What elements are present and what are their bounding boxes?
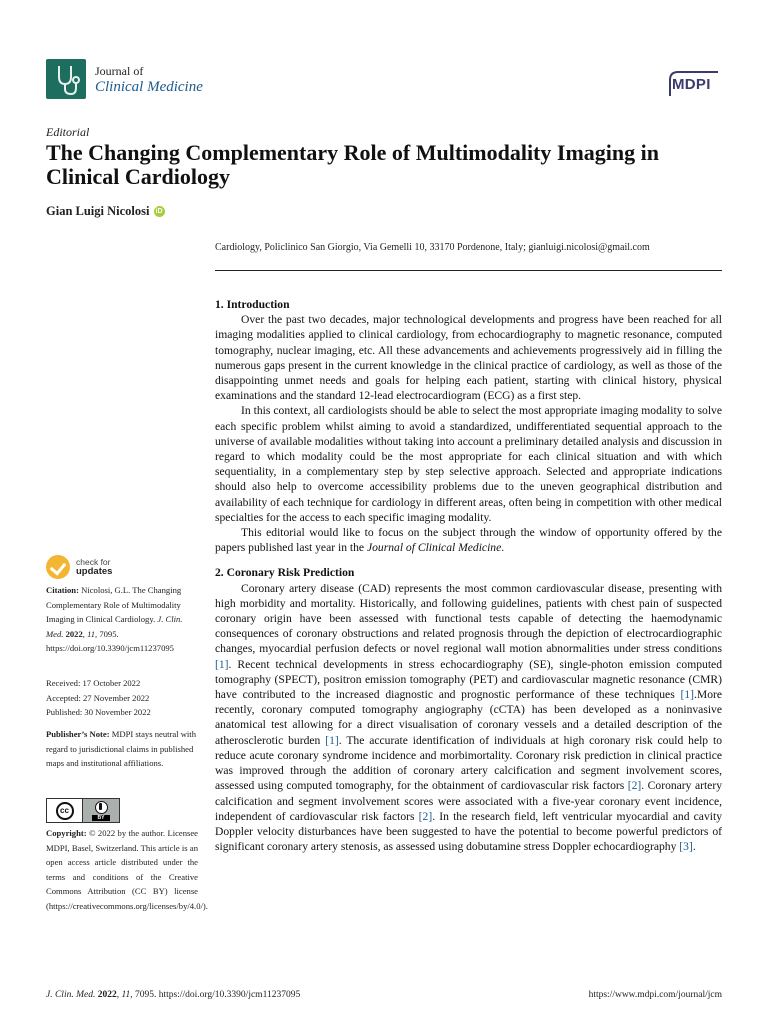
journal-name <box>95 64 203 96</box>
citation-doi[interactable]: 7095. https://doi.org/10.3390/jcm11237095 <box>46 628 174 654</box>
reference-link-3[interactable]: [3] <box>679 840 693 854</box>
header-divider <box>215 270 722 271</box>
footer-journal: J. Clin. Med. <box>46 990 96 1000</box>
reference-link-2b[interactable]: [2] <box>418 809 433 823</box>
checkmark-icon <box>46 555 70 579</box>
article-type: Editorial <box>46 125 90 139</box>
footer-doi[interactable]: , 7095. https://doi.org/10.3390/jcm11237095 <box>130 990 301 1000</box>
cc-by-label: BY <box>92 815 111 821</box>
updates-label: updates <box>76 566 113 577</box>
journal-title: Clinical Medicine <box>95 79 203 95</box>
footer-citation: J. Clin. Med. 2022, 11, 7095. https://doi.org/10.3390/jcm11237095 <box>46 990 301 1000</box>
intro-paragraph-3 <box>215 525 722 555</box>
citation-label: Citation: <box>46 585 79 595</box>
footer-journal-url[interactable]: https://www.mdpi.com/journal/jcm <box>588 990 722 1000</box>
publisher-note-text: MDPI stays neutral with regard to jurisdictional claims in published maps and institutional affiliations. <box>46 729 196 769</box>
attribution-person-icon <box>95 801 108 814</box>
article-title: The Changing Complementary Role of Multimodality Imaging in Clinical Cardiology <box>46 140 659 189</box>
intro-p3-text: This editorial would like to focus on the subject through the window of opportunity offered by the papers published last year in the <box>215 526 722 555</box>
affiliation: Cardiology, Policlinico San Giorgio, Via Gemelli 10, 33170 Pordenone, Italy; gianluigi.nicolosi@gmail.com <box>215 242 650 253</box>
received-date: Received: 17 October 2022 <box>46 678 141 688</box>
publisher-note-label: Publisher’s Note: <box>46 729 110 739</box>
check-for-updates-text <box>76 558 112 576</box>
creative-commons-icon: cc <box>56 802 74 820</box>
published-date: Published: 30 November 2022 <box>46 707 151 718</box>
author-line <box>46 204 165 219</box>
citation-journal: J. Clin. Med. <box>46 614 183 639</box>
accepted-date: Accepted: 27 November 2022 <box>46 692 150 703</box>
footer-volume: 11 <box>121 990 131 1000</box>
copyright-label: Copyright: <box>46 828 87 838</box>
author-name[interactable]: Gian Luigi Nicolosi <box>46 204 150 218</box>
intro-paragraph-1: Over the past two decades, major technological developments and progress have been reached for all imaging modalities applied to clinical cardiology, from echocardiography to magnetic resonance, computed tomography, nuclear imaging, etc. All these advancements and achievements progressively aid in filling the numerous gaps present in the current knowledge in the clinical practice of cardiology, as well as those of the disappointing unmet needs and goals for helping each patient, starting with clinical history, physical examinations and the standard 12-lead electrocardiogram (ECG) as a first step. <box>215 313 722 403</box>
mdpi-logo-text: MDPI <box>672 76 711 93</box>
citation-text: Nicolosi, G.L. The Changing Complementary Role of Multimodality Imaging in Clinical Cardiology. <box>46 585 182 625</box>
cad-text-e: . Coronary artery calcification and segment involvement scores were associated with a five-year coronary event incidence, independent of cardiovascular risk factors <box>215 779 722 823</box>
reference-link-1b[interactable]: [1] <box>680 688 694 702</box>
coronary-paragraph-1 <box>215 581 722 855</box>
reference-link-1[interactable]: [1] <box>215 657 229 671</box>
copyright-text: © 2022 by the author. Licensee MDPI, Basel, Switzerland. This article is an open access article distributed under the terms and conditions of the Creative Commons Attribution (CC BY) license (https://creativecommons.org/licenses/by/4.0/). <box>46 828 208 911</box>
journal-of-label: Journal of <box>95 64 144 78</box>
cad-text-g: . <box>692 840 696 854</box>
section-heading-coronary-risk: 2. Coronary Risk Prediction <box>215 566 355 580</box>
intro-p3-journal: Journal of Clinical Medicine <box>366 541 502 555</box>
citation-block: Citation: Nicolosi, G.L. The Changing Complementary Role of Multimodality Imaging in Clinical Cardiology. J. Clin. Med. 2022, 11, 7095. https://doi.org/10.3390/jcm11237095 <box>46 585 183 654</box>
cad-text-f: . In the research field, left ventricular myocardial and cavity Doppler velocity disturbances have been suggested to have the potential to become powerful predictors of significant coronary artery stenosis, as assessed using dobutamine stress Doppler echocardiography <box>215 809 722 854</box>
citation-volume: 11 <box>87 628 96 639</box>
citation-year: 2022 <box>65 628 83 639</box>
copyright-block <box>46 826 208 914</box>
dates-block <box>46 676 198 720</box>
orcid-icon[interactable]: iD <box>155 208 163 215</box>
reference-link-1c[interactable]: [1] <box>325 733 339 747</box>
journal-logo-stethoscope-icon <box>46 59 86 99</box>
cad-text-a: Coronary artery disease (CAD) represents the most common cardiovascular disease, presenting with high morbidity and mortality. Historically, and following guidelines, patients with chest pain of suspected coronary origin have been assessed with functional tests capable of detecting the haemodynamic consequences of coronary obstructions and related prognosis through the depiction of electrocardiographic changes, myocardial perfusion defects or novel regional wall motion abnormalities under stress conditions <box>215 581 722 656</box>
reference-link-2[interactable]: [2] <box>627 779 642 793</box>
check-for-label: check for <box>76 557 111 567</box>
footer-year: 2022 <box>97 990 117 1000</box>
cc-by-license-badge[interactable] <box>46 798 120 823</box>
check-for-updates-badge[interactable] <box>46 555 112 579</box>
section-heading-introduction: 1. Introduction <box>215 298 290 311</box>
intro-p3-end: . <box>501 541 505 555</box>
cad-text-c: .More recently, coronary computed tomography angiography (cCTA) has been developed as a noninvasive anatomical test allowing for a direct visualisation of coronary vessels and a detailed description of the atherosclerotic burden <box>215 688 722 747</box>
publisher-note <box>46 727 198 771</box>
cad-text-b: . Recent technical developments in stress echocardiography (SE), single-photon emission computed tomography (SPECT), positron emission tomography (PET) and cardiovascular magnetic resonance (CMR) have contributed to the increased diagnostic and prognostic performance of these techniques <box>215 657 722 702</box>
cad-text-d: . The accurate identification of individuals at high coronary risk could help to reduce acute coronary syndrome incidence and morbimortality. Coronary risk prediction in clinical practice was improved through the addition of coronary artery calcification and segment involvement scores, assessed using computed tomography, for the obtainment of cardiovascular risk factors <box>215 733 723 793</box>
intro-paragraph-2: In this context, all cardiologists should be able to select the most appropriate imaging modality to solve each specific problem whilst aiming to avoid a standardized, undifferentiated sequential approach to the universe of available modalities without taking into account a preliminary detailed analysis and discussion in regard to which modality could be the most appropriate for each clinical situation and with which sequentiality, in a complementary step by step selective approach. Selected and appropriate indications should also help to overcome accessibility problems due to the uneven geographical distribution and availability of each technique for cardiology in different areas, often being in competition with other medical specialties for the access to each specific imaging modality. <box>215 404 722 524</box>
article-body <box>215 297 722 854</box>
